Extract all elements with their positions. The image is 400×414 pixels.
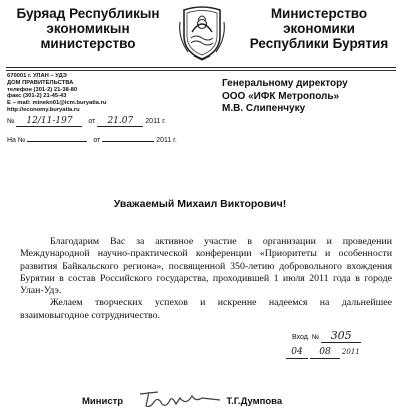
incoming-number-prefix: На № xyxy=(7,137,26,144)
incoming-stamp xyxy=(286,330,396,359)
incoming-stamp-day: 04 xyxy=(286,346,308,359)
header-divider xyxy=(6,67,396,68)
outgoing-date: 21.07 xyxy=(97,116,143,127)
incoming-reference xyxy=(7,137,177,144)
header-right-line: Республики Бурятия xyxy=(249,36,389,51)
addressee-block xyxy=(222,78,398,116)
header-right-line: экономики xyxy=(283,21,355,36)
incoming-year: 2011 г. xyxy=(156,137,177,144)
contact-line: факс (301-2) 21-45-43 xyxy=(7,93,67,100)
header-left-line: экономикын xyxy=(46,21,130,36)
contact-line: ДОМ ПРАВИТЕЛЬСТВА xyxy=(7,79,74,86)
body-paragraph: Благодарим Вас за активное участие в организации и проведении Международной научно-практической конференции «Приоритеты и особенности развития Байкальского региона», посвященной 350-летию добровольного вхождения Бурятии в состав Российского государства, проходившей 1 июля 2011 года в городе Улан-Удэ. xyxy=(20,236,392,297)
addressee-line: Генеральному директору xyxy=(222,78,348,89)
handwritten-signature xyxy=(136,386,224,412)
signature-row xyxy=(82,386,392,412)
incoming-stamp-year: 2011 xyxy=(341,348,360,356)
incoming-stamp-number: 305 xyxy=(321,330,361,343)
contact-line: 670001 г. УЛАН – УДЭ xyxy=(7,73,67,79)
contact-block xyxy=(7,73,177,114)
header-left-line: Буряад Республикын xyxy=(16,6,160,21)
incoming-stamp-month: 08 xyxy=(310,346,340,359)
incoming-stamp-label: Вход. № xyxy=(292,334,320,341)
contact-line: телефон (301-2) 21-38-80 xyxy=(7,86,78,93)
outgoing-number: 12/11-197 xyxy=(16,116,82,127)
addressee-line: М.В. Слипенчуку xyxy=(222,103,306,114)
addressee-line: ООО «ИФК Метрополь» xyxy=(222,90,340,102)
header-left-line: министерство xyxy=(40,36,136,51)
outgoing-year: 2011 г. xyxy=(145,118,166,125)
signatory-name: Т.Г.Думпова xyxy=(226,396,283,407)
coat-of-arms-icon xyxy=(176,2,228,62)
body-paragraph: Желаем творческих успехов и искренне надеемся на дальнейшее взаимовыгодное сотрудничество. xyxy=(20,297,392,321)
letter-body xyxy=(20,236,392,322)
header-divider-thin xyxy=(6,70,396,71)
header-left-org-name xyxy=(8,6,168,51)
contact-line: E – mail: minekn01@icm.buryatia.ru xyxy=(7,100,107,107)
incoming-number-blank xyxy=(27,141,87,142)
header-right-org-name xyxy=(240,6,398,51)
contact-line: http://economy.buryatia.ru xyxy=(7,106,80,113)
signatory-title: Министр xyxy=(82,396,124,407)
incoming-date-blank xyxy=(102,141,154,142)
incoming-from-label: от xyxy=(93,137,101,144)
greeting: Уважаемый Михаил Викторович! xyxy=(113,198,287,210)
outgoing-from-label: от xyxy=(88,118,96,125)
header-right-line: Министерство xyxy=(270,6,368,21)
outgoing-number-prefix: № xyxy=(7,118,15,125)
outgoing-reference xyxy=(7,116,166,127)
